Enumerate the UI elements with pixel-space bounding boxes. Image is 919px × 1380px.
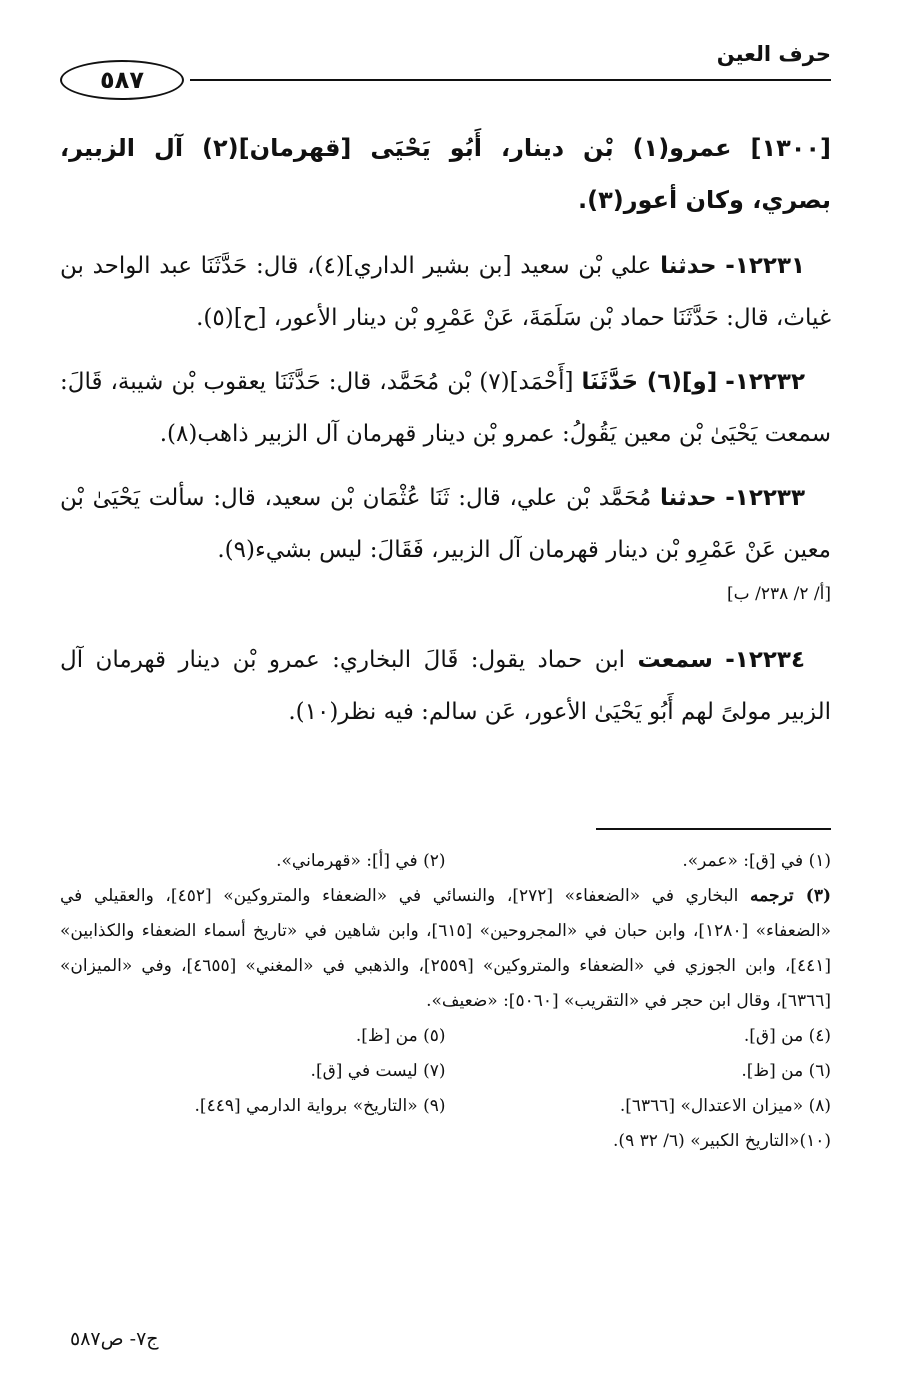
footnote-row [60,1124,831,1159]
narration-text: [أَحْمَد](٧) بْن مُحَمَّد، قال: حَدَّثَنَا يعقوب بْن شيبة، قَالَ: سمعت يَحْيَىٰ بْن معين يَقُولُ: عمرو بْن دينار قهرمان آل الزبير ذاهب(٨). [60,369,831,447]
footnote-row [60,1089,831,1124]
page-header [60,38,831,98]
footnote [60,879,831,1019]
narration-paragraph [60,240,831,344]
narration-number: ١٢٢٣١- [725,253,806,279]
footnote: (١٠)«التاريخ الكبير» (٦/ ٣٢ ٩). [613,1131,831,1151]
narration-keyword: حدثنا [660,253,717,279]
book-page [60,0,831,1380]
running-title: حرف العين [716,42,831,66]
footnote-separator [596,828,831,830]
footnote: (٧) ليست في [ق]. [310,1061,446,1081]
manuscript-marginal-note: [أ/ ٢/ ٢٣٨/ ب] [727,584,831,604]
footnote: (٢) في [أ]: «قهرماني». [276,851,446,871]
footnote-label: (٣) ترجمه [750,886,832,906]
footnote-row [60,1019,831,1054]
main-text [60,122,831,750]
footnote-text: البخاري في «الضعفاء» [٢٧٢]، والنسائي في «الضعفاء والمتروكين» [٤٥٢]، والعقيلي في «الضعفاء» [١٢٨٠]، وابن حبان في «المجروحين» [٦١٥]، وابن شاهين في «تاريخ أسماء الضعفاء والكذابين» [٤٤١]، وابن الجوزي في «الضعفاء والمتروكين» [٢٥٥٩]، والذهبي في «المغني» [٤٦٥٥]، وفي «الميزان» [٦٣٦٦]، وقال ابن حجر في «التقريب» [٥٠٦٠]: «ضعيف». [60,886,832,1011]
page-code: ج٧- ص٥٨٧ [70,1328,159,1350]
narration-paragraph [60,634,831,738]
footnotes [60,844,831,1159]
narration-text: ابن حماد يقول: قَالَ البخاري: عمرو بْن دينار قهرمان آل الزبير مولىً لهم أَبُو يَحْيَىٰ الأعور، عَن سالم: فيه نظر(١٠). [60,647,831,725]
narration-paragraph [60,356,831,460]
footnote-row [60,844,831,879]
narration-keyword: [و](٦) حَدَّثَنَا [581,369,718,395]
narration-number: ١٢٢٣٤- [725,647,805,673]
narration-keyword: حدثنا [660,485,717,511]
footnote: (١) في [ق]: «عمر». [682,851,831,871]
footnote: (٥) من [ظ]. [355,1026,446,1046]
narration-keyword: سمعت [637,647,713,673]
footnote: (٩) «التاريخ» برواية الدارمي [٤٤٩]. [194,1096,446,1116]
narration-number: ١٢٢٣٣- [725,485,805,511]
footnote: (٤) من [ق]. [743,1026,831,1046]
entry-heading: [١٣٠٠] عمرو(١) بْن دينار، أَبُو يَحْيَى [قهرمان](٢) آل الزبير، بصري، وكان أعور(٣). [60,134,831,214]
narration-number: ١٢٢٣٢- [725,369,806,395]
narration-paragraph [60,472,831,576]
footnote: (٨) «ميزان الاعتدال» [٦٣٦٦]. [619,1096,831,1116]
narration-text: مُحَمَّد بْن علي، قال: ثَنَا عُثْمَان بْن سعيد، قال: سألت يَحْيَىٰ بْن معين عَنْ عَمْرِو بْن دينار قهرمان آل الزبير، فَقَالَ: ليس بشيء(٩). [60,485,831,563]
page-number: ٥٨٧ [60,60,184,100]
footnote-row [60,1054,831,1089]
footnote: (٦) من [ظ]. [741,1061,831,1081]
narration-text: علي بْن سعيد [بن بشير الداري](٤)، قال: حَدَّثَنَا عبد الواحد بن غياث، قال: حَدَّثَنَا حماد بْن سَلَمَةَ، عَنْ عَمْرِو بْن دينار الأعور، [ح](٥). [60,253,831,331]
header-rule [190,79,831,81]
